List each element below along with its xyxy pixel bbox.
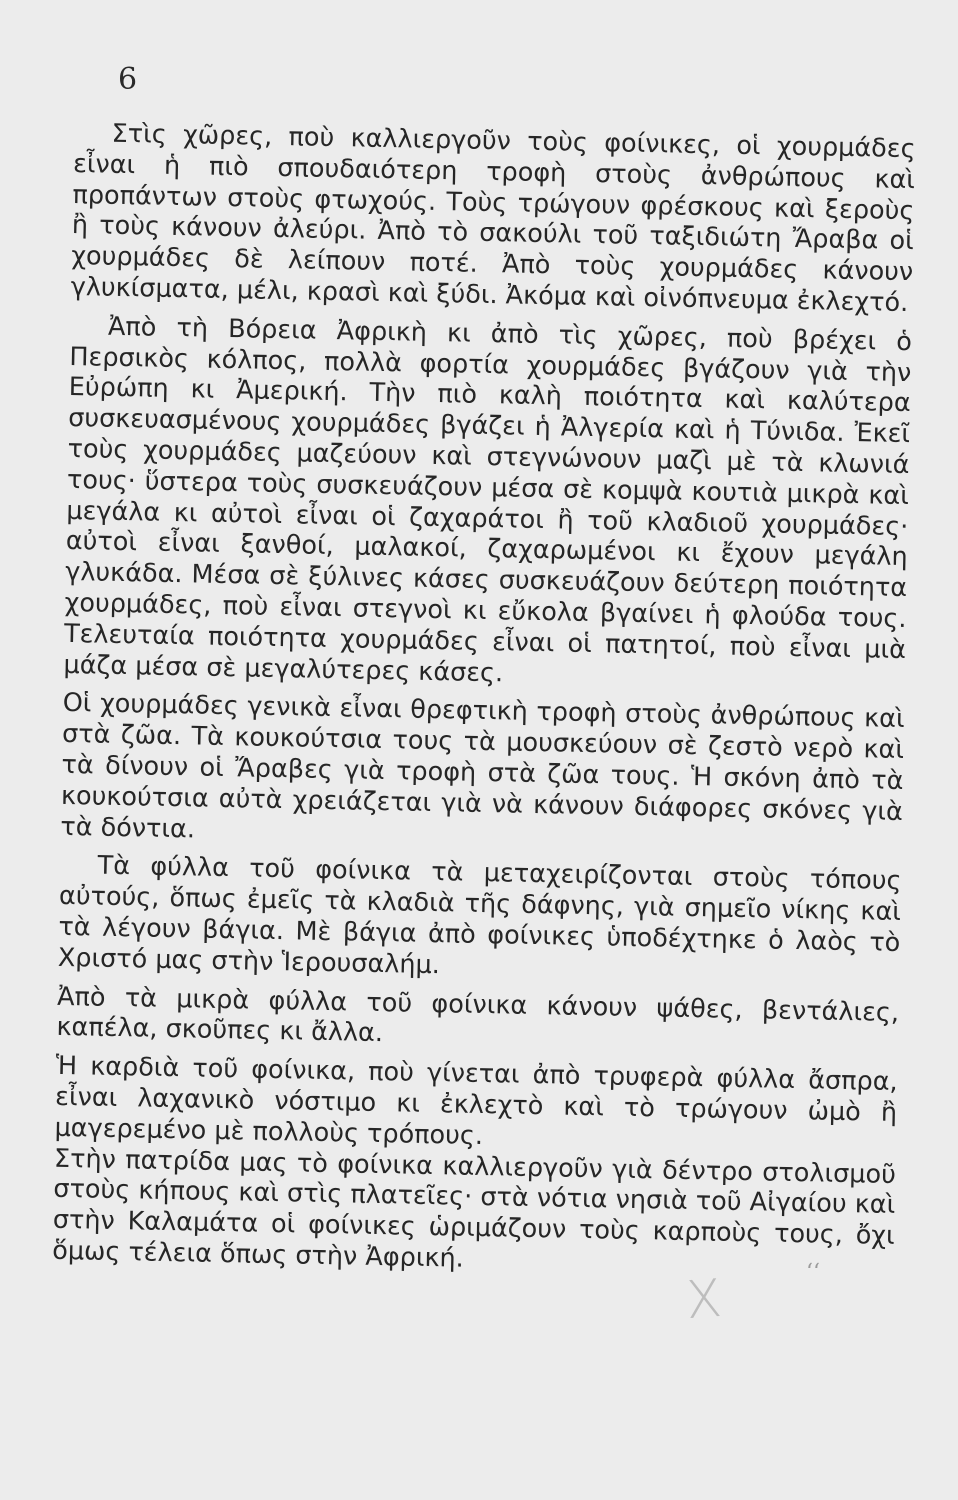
body-text — [52, 118, 916, 1283]
pencil-quote-mark: ‘‘ — [806, 1260, 820, 1285]
paragraph-small-leaves: Ἀπὸ τὰ μικρὰ φύλλα τοῦ φοίνικα κάνουν ψάθες, βεντάλιες, καπέλα, σκοῦπες κι ἄλλα. — [56, 981, 900, 1049]
paragraph-dates-food: Στὶς χῶρες, ποὺ καλλιεργοῦν τοὺς φοίνικες, οἱ χουρμάδες εἶναι ἡ πιὸ σπουδαιότερη τροφὴ στοὺς ἀνθρώπους καὶ προπάντων στοὺς φτωχούς. Τοὺς τρώγουν φρέσκους καὶ ξεροὺς ἢ τοὺς κάνουν ἀλεύρι. Ἀπὸ τὸ σακούλι τοῦ ταξιδιώτη Ἄραβα οἱ χουρμάδες δὲ λείπουν ποτέ. Ἀπὸ τοὺς χουρμάδες κάνουν γλυκίσματα, μέλι, κρασὶ καὶ ξύδι. Ἀκόμα καὶ οἰνόπνευμα ἐκλεχτό. — [70, 118, 916, 319]
paragraph-palm-heart: Ἡ καρδιὰ τοῦ φοίνικα, ποὺ γίνεται ἀπὸ τρυφερὰ φύλλα ἄσπρα, εἶναι λαχανικὸ νόστιμο κι ἐκλεχτὸ καὶ τὸ τρώγουν ὠμὸ ἢ μαγερεμένο μὲ πολλοὺς τρόπους. — [54, 1050, 898, 1151]
paragraph-palm-greece: Στὴν πατρίδα μας τὸ φοίνικα καλλιεργοῦν γιὰ δέντρο στολισμοῦ στοὺς κήπους καὶ στὶς πλατεῖες· στὰ νότια νησιὰ τοῦ Αἰγαίου καὶ στὴν Καλαμάτα οἱ φοίνικες ὡριμάζουν τοὺς καρποὺς τους, ὄχι ὅμως τέλεια ὅπως στὴν Ἀφρική. — [51, 1143, 897, 1274]
paragraph-dates-export: Ἀπὸ τὴ Βόρεια Ἀφρικὴ κι ἀπὸ τὶς χῶρες, ποὺ βρέχει ὁ Περσικὸς κόλπος, πολλὰ φορτία χουρμάδες βγάζουν γιὰ τὴν Εὐρώπη κι Ἀμερική. Τὴν πιὸ καλὴ ποιότητα καὶ καλύτερα συσκευασμένους χουρμάδες βγάζει ἡ Ἀλγερία καὶ ἡ Τύνιδα. Ἐκεῖ τοὺς χουρμάδες μαζεύουν καὶ στεγνώνουν μαζὶ μὲ τὰ κλωνιά τους· ὕστερα τοὺς συσκευάζουν μέσα σὲ κομψὰ κουτιὰ μικρὰ καὶ μεγάλα κι αὐτοὶ εἶναι οἱ ζαχαράτοι ἢ τοῦ κλαδιοῦ χουρμάδες· αὐτοὶ εἶναι ξανθοί, μαλακοί, ζαχαρωμένοι κι ἔχουν μεγάλη γλυκάδα. Μέσα σὲ ξύλινες κάσες συσκευάζουν δεύτερη ποιότητα χουρμάδες, ποὺ εἶναι στεγνοὶ κι εὔκολα βγαίνει ἡ φλούδα τους. Τελευταία ποιότητα χουρμάδες εἶναι οἱ πατητοί, ποὺ εἶναι μιὰ μάζα μέσα σὲ μεγαλύτερες κάσες. — [63, 311, 913, 688]
pencil-x-mark: X — [683, 1268, 724, 1332]
paragraph-palm-leaves: Τὰ φύλλα τοῦ φοίνικα τὰ μεταχειρίζονται στοὺς τόπους αὐτούς, ὅπως ἐμεῖς τὰ κλαδιὰ τῆς δάφνης, γιὰ σημεῖο νίκης καὶ τὰ λέγουν βάγια. Μὲ βάγια ἀπὸ φοίνικες ὑποδέχτηκε ὁ λαὸς τὸ Χριστό μας στὴν Ἱερουσαλήμ. — [57, 850, 902, 980]
paragraph-dates-nutrition: Οἱ χουρμάδες γενικὰ εἶναι θρεφτικὴ τροφὴ στοὺς ἀνθρώπους καὶ στὰ ζῶα. Τὰ κουκούτσια τους τὰ μουσκεύουν σὲ ζεστὸ νερὸ καὶ τὰ δίνουν οἱ Ἄραβες γιὰ τροφὴ στὰ ζῶα τους. Ἡ σκόνη ἀπὸ τὰ κουκούτσια αὐτὰ χρειάζεται γιὰ νὰ κάνουν διάφορες σκόνες γιὰ τὰ δόντια. — [60, 688, 905, 844]
page-number: 6 — [118, 62, 138, 97]
